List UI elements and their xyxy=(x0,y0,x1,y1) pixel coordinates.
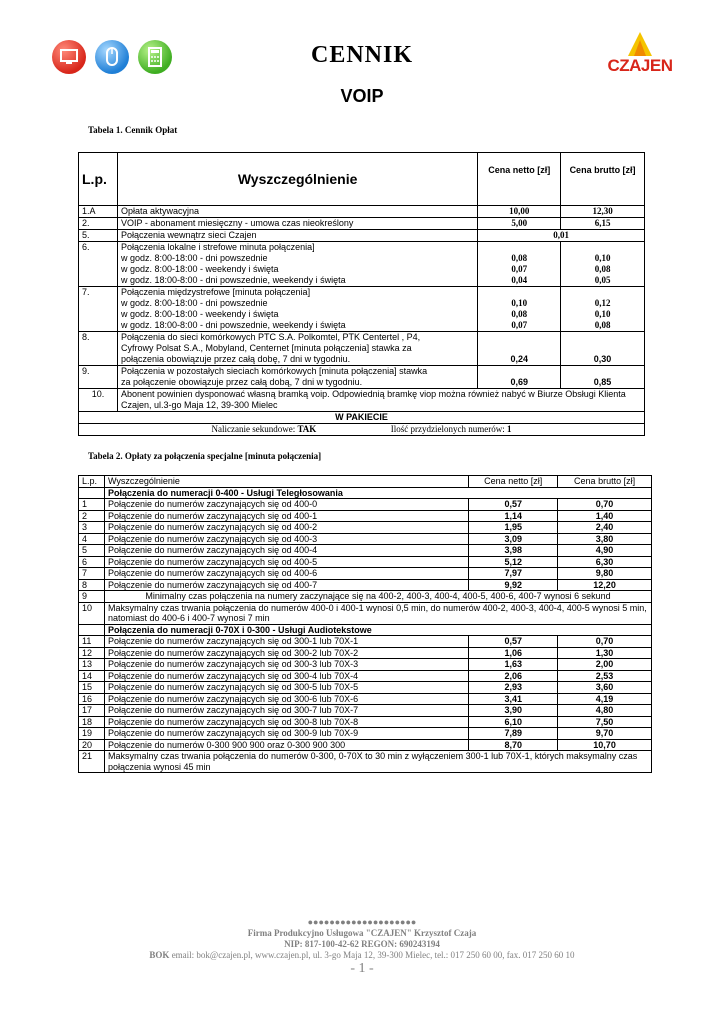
row-price-netto: 1,14 xyxy=(469,510,558,522)
row-line: Połączenia lokalne i strefowe minuta połączenia] xyxy=(120,242,315,252)
row-price-netto: 7,89 xyxy=(469,728,558,740)
page-footer xyxy=(0,917,724,974)
page-number: - 1 - xyxy=(350,961,374,976)
footer-bok-text: email: bok@czajen.pl, www.czajen.pl, ul. 3-go Maja 12, 39-300 Mielec, tel.: 017 250 60 00, fax. 017 250 60 10 xyxy=(169,950,575,960)
section-empty xyxy=(79,487,105,499)
row-line: za połączenie obowiązuje przez całą dobą, 7 dni w tygodniu. xyxy=(120,377,363,387)
table-row xyxy=(79,716,652,728)
table-row xyxy=(79,670,652,682)
table-row xyxy=(79,636,652,648)
row-price-netto: 9,92 xyxy=(469,579,558,591)
row-description: Połączenie do numerów zaczynających się od 400-3 xyxy=(104,533,468,545)
row-price-brutto xyxy=(561,242,645,287)
row-price-brutto: 9,80 xyxy=(558,568,652,580)
price-value: 0,12 xyxy=(594,298,611,308)
header-brutto: Cena brutto [zł] xyxy=(558,476,652,488)
row-price-netto: 7,97 xyxy=(469,568,558,580)
pakiet-row xyxy=(79,412,645,424)
table2-caption: Tabela 2. Opłaty za połączenia specjalne [minuta połączenia] xyxy=(88,451,322,461)
row-description xyxy=(117,206,477,218)
section-title: Połączenia do numeracji 0-400 - Usługi Teległosowania xyxy=(104,487,651,499)
row-line: Połączenia wewnątrz sieci Czajen xyxy=(120,230,257,240)
price-value: 0,24 xyxy=(510,354,528,364)
row-price-netto: 3,41 xyxy=(469,693,558,705)
table-row xyxy=(79,533,652,545)
price-value: 0,08 xyxy=(511,253,528,263)
row-price-netto: 1,06 xyxy=(469,647,558,659)
table-row xyxy=(79,499,652,511)
company-logo xyxy=(600,30,680,80)
row-line: Cyfrowy Polsat S.A., Mobyland, Centernet [minuta połączenia] stawka za xyxy=(120,343,412,353)
row-line: Opłata aktywacyjna xyxy=(120,206,200,216)
table-row xyxy=(79,705,652,717)
row-description: Połączenie do numerów 0-300 900 900 oraz 0-300 900 300 xyxy=(104,739,468,751)
row-price-netto: 8,70 xyxy=(469,739,558,751)
row-lp: 8 xyxy=(79,579,105,591)
price-value: 6,15 xyxy=(594,218,611,228)
price-value: 0,08 xyxy=(594,320,611,330)
row-price-netto: 1,95 xyxy=(469,522,558,534)
row-line: w godz. 18:00-8:00 - dni powszednie, weekendy i święta xyxy=(120,275,346,285)
price-value: 10,00 xyxy=(509,206,530,216)
row-lp: 9. xyxy=(79,366,118,389)
header-netto: Cena netto [zł] xyxy=(469,476,558,488)
row-lp: 11 xyxy=(79,636,105,648)
row-description xyxy=(117,242,477,287)
row-line: w godz. 18:00-8:00 - dni powszednie, weekendy i święta xyxy=(120,320,346,330)
price-value: 12,30 xyxy=(592,206,613,216)
row-price-brutto: 2,53 xyxy=(558,670,652,682)
row-lp: 18 xyxy=(79,716,105,728)
row-price-brutto: 12,20 xyxy=(558,579,652,591)
row-price-netto xyxy=(478,206,561,218)
row-description: Połączenie do numerów zaczynających się od 400-4 xyxy=(104,545,468,557)
table-row xyxy=(79,218,645,230)
table-row xyxy=(79,579,652,591)
row-description: Połączenie do numerów zaczynających się od 300-9 lub 70X-9 xyxy=(104,728,468,740)
row-price-netto xyxy=(478,242,561,287)
naliczanie-label: Naliczanie sekundowe: xyxy=(211,424,296,434)
row-price-netto: 3,90 xyxy=(469,705,558,717)
table-row xyxy=(79,230,645,242)
price-value: 0,07 xyxy=(511,264,528,274)
table-row xyxy=(79,366,645,389)
row-description: Połączenie do numerów zaczynających się od 400-1 xyxy=(104,510,468,522)
row-description: Połączenie do numerów zaczynających się od 300-5 lub 70X-5 xyxy=(104,682,468,694)
footer-company: Firma Produkcyjno Usługowa "CZAJEN" Krzysztof Czaja xyxy=(247,928,477,938)
row-description: Połączenie do numerów zaczynających się od 300-4 lub 70X-4 xyxy=(104,670,468,682)
price-value: 0,10 xyxy=(594,253,611,263)
row-price-brutto: 0,70 xyxy=(558,499,652,511)
row-description: Połączenie do numerów zaczynających się od 400-0 xyxy=(104,499,468,511)
row-line: połączenia obowiązuje przez całą dobę, 7 dni w tygodniu. xyxy=(120,354,351,364)
row-lp: 1.A xyxy=(79,206,118,218)
row-description: Połączenie do numerów zaczynających się od 400-2 xyxy=(104,522,468,534)
row-description: Połączenie do numerów zaczynających się od 300-6 lub 70X-6 xyxy=(104,693,468,705)
naliczanie-value: TAK xyxy=(297,424,317,434)
row-price-netto: 2,06 xyxy=(469,670,558,682)
table-header-row xyxy=(79,476,652,488)
footer-nip: NIP: 817-100-42-62 REGON: 690243194 xyxy=(284,939,440,949)
row-lp: 15 xyxy=(79,682,105,694)
header-name: Wyszczególnienie xyxy=(104,476,468,488)
row-description xyxy=(117,287,477,332)
page-subtitle: VOIP xyxy=(340,86,384,106)
row-price-merged: 0,01 xyxy=(478,230,645,242)
row-lp: 13 xyxy=(79,659,105,671)
section-title: Połączenia do numeracji 0-70X i 0-300 - Usługi Audiotekstowe xyxy=(104,624,651,636)
row-lp: 9 xyxy=(79,591,105,603)
price-value: 0,04 xyxy=(511,275,528,285)
header-name: Wyszczególnienie xyxy=(117,153,477,206)
row-price-brutto: 9,70 xyxy=(558,728,652,740)
row-price-brutto: 4,90 xyxy=(558,545,652,557)
section-empty xyxy=(79,624,105,636)
section-row xyxy=(79,624,652,636)
row-price-netto xyxy=(478,366,561,389)
price-value: 0,07 xyxy=(511,320,528,330)
pakiet-label: W PAKIECIE xyxy=(79,412,645,424)
row-description xyxy=(117,218,477,230)
row-price-netto xyxy=(478,287,561,332)
header-lp: L.p. xyxy=(79,153,118,206)
row-line: Połączenia międzystrefowe [minuta połączenia] xyxy=(120,287,311,297)
row-price-brutto: 6,30 xyxy=(558,556,652,568)
table-row xyxy=(79,242,645,287)
row-price-brutto: 0,70 xyxy=(558,636,652,648)
row-description xyxy=(117,366,477,389)
table1-caption: Tabela 1. Cennik Opłat xyxy=(88,125,178,135)
logo-text: CZAJEN xyxy=(607,56,673,75)
row-description xyxy=(117,230,477,242)
price-table xyxy=(78,152,645,436)
price-value: 0,05 xyxy=(594,275,611,285)
table-row xyxy=(79,602,652,624)
table-row xyxy=(79,510,652,522)
naliczanie-cell xyxy=(79,424,645,436)
price-value: 0,10 xyxy=(594,309,611,319)
table-row xyxy=(79,556,652,568)
row-price-brutto: 4,80 xyxy=(558,705,652,717)
section-row xyxy=(79,487,652,499)
row-line: w godz. 8:00-18:00 - dni powszednie xyxy=(120,298,268,308)
row-line: VOIP - abonament miesięczny - umowa czas nieokreślony xyxy=(120,218,354,228)
table-row xyxy=(79,647,652,659)
row-price-brutto xyxy=(561,332,645,366)
table-row xyxy=(79,332,645,366)
row-price-netto: 3,98 xyxy=(469,545,558,557)
row-line: Połączenia w pozostałych sieciach komórkowych [minuta połączenia] stawka xyxy=(120,366,428,376)
naliczanie-row xyxy=(79,424,645,436)
table-row xyxy=(79,739,652,751)
row-lp: 10 xyxy=(79,602,105,624)
row-lp: 3 xyxy=(79,522,105,534)
table-row xyxy=(79,568,652,580)
price-value: 0,85 xyxy=(593,377,612,387)
row-price-brutto: 1,40 xyxy=(558,510,652,522)
row-description: Połączenie do numerów zaczynających się od 400-7 xyxy=(104,579,468,591)
row-lp: 21 xyxy=(79,751,105,773)
row-price-netto: 2,93 xyxy=(469,682,558,694)
page-header xyxy=(0,0,724,120)
row-note: Maksymalny czas trwania połączenia do numerów 0-300, 0-70X to 30 min z wyłączeniem 300-1 lub 70X-1, których maksymalny czas połączenia wynosi 45 min xyxy=(104,751,651,773)
numery-value: 1 xyxy=(507,424,512,434)
table-row xyxy=(79,522,652,534)
table-row xyxy=(79,751,652,773)
row-lp: 17 xyxy=(79,705,105,717)
row-lp: 2 xyxy=(79,510,105,522)
row-note: Abonent powinien dysponować własną bramką voip. Odpowiednią bramkę viop można również nabyć w Biurze Obsługi Klienta Czajen, ul.3-go Maja 12, 39-300 Mielec xyxy=(117,389,644,412)
row-price-netto xyxy=(478,332,561,366)
row-line: w godz. 8:00-18:00 - weekendy i święta xyxy=(120,264,279,274)
price-value: 0,08 xyxy=(594,264,611,274)
row-description: Połączenie do numerów zaczynających się od 300-3 lub 70X-3 xyxy=(104,659,468,671)
row-lp: 5. xyxy=(79,230,118,242)
table-row xyxy=(79,545,652,557)
row-lp: 10. xyxy=(79,389,118,412)
row-description: Połączenie do numerów zaczynających się od 300-1 lub 70X-1 xyxy=(104,636,468,648)
row-description: Połączenie do numerów zaczynających się od 300-2 lub 70X-2 xyxy=(104,647,468,659)
table-row xyxy=(79,206,645,218)
footer-bok-label: BOK xyxy=(149,950,170,960)
row-price-brutto: 4,19 xyxy=(558,693,652,705)
table-row xyxy=(79,287,645,332)
row-description: Połączenie do numerów zaczynających się od 300-8 lub 70X-8 xyxy=(104,716,468,728)
row-lp: 4 xyxy=(79,533,105,545)
row-price-brutto: 3,80 xyxy=(558,533,652,545)
row-note: Minimalny czas połączenia na numery zaczynające się na 400-2, 400-3, 400-4, 400-5, 400-6, 400-7 wynosi 6 sekund xyxy=(104,591,651,603)
row-price-netto: 0,57 xyxy=(469,636,558,648)
row-description: Połączenie do numerów zaczynających się od 400-5 xyxy=(104,556,468,568)
table-header-row xyxy=(79,153,645,206)
table-row xyxy=(79,728,652,740)
row-lp: 7. xyxy=(79,287,118,332)
row-lp: 20 xyxy=(79,739,105,751)
row-price-netto: 6,10 xyxy=(469,716,558,728)
row-price-brutto: 2,40 xyxy=(558,522,652,534)
row-price-brutto: 1,30 xyxy=(558,647,652,659)
row-price-brutto: 2,00 xyxy=(558,659,652,671)
price-value: 0,10 xyxy=(511,298,528,308)
row-lp: 8. xyxy=(79,332,118,366)
price-value: 5,00 xyxy=(511,218,528,228)
row-price-brutto: 10,70 xyxy=(558,739,652,751)
row-price-brutto xyxy=(561,366,645,389)
row-price-netto: 0,57 xyxy=(469,499,558,511)
table-row xyxy=(79,682,652,694)
row-price-netto: 5,12 xyxy=(469,556,558,568)
price-value: 0,08 xyxy=(511,309,528,319)
row-line: w godz. 8:00-18:00 - weekendy i święta xyxy=(120,309,279,319)
row-price-netto xyxy=(478,218,561,230)
header-lp: L.p. xyxy=(79,476,105,488)
row-lp: 2. xyxy=(79,218,118,230)
row-price-netto: 1,63 xyxy=(469,659,558,671)
row-lp: 6 xyxy=(79,556,105,568)
row-description: Połączenie do numerów zaczynających się od 300-7 lub 70X-7 xyxy=(104,705,468,717)
row-lp: 19 xyxy=(79,728,105,740)
price-value: 0,69 xyxy=(510,377,528,387)
row-note: Maksymalny czas trwania połączenia do numerów 400-0 i 400-1 wynosi 0,5 min, do numerów 400-2, 400-3, 400-4, 400-5 wynosi 5 min, natomiast do 400-6 i 400-7 wynosi 7 min xyxy=(104,602,651,624)
row-lp: 7 xyxy=(79,568,105,580)
header-brutto: Cena brutto [zł] xyxy=(561,153,645,206)
row-price-brutto xyxy=(561,218,645,230)
row-line: Połączenia do sieci komórkowych PTC S.A. Polkomtel, PTK Centertel , P4, xyxy=(120,332,421,342)
special-calls-table xyxy=(78,475,652,773)
table-row xyxy=(79,591,652,603)
row-price-brutto: 3,60 xyxy=(558,682,652,694)
header-netto: Cena netto [zł] xyxy=(478,153,561,206)
row-price-brutto xyxy=(561,206,645,218)
row-price-netto: 3,09 xyxy=(469,533,558,545)
row-lp: 5 xyxy=(79,545,105,557)
table-row xyxy=(79,389,645,412)
row-line: w godz. 8:00-18:00 - dni powszednie xyxy=(120,253,268,263)
row-lp: 16 xyxy=(79,693,105,705)
table-row xyxy=(79,693,652,705)
table-row xyxy=(79,659,652,671)
row-lp: 14 xyxy=(79,670,105,682)
row-description xyxy=(117,332,477,366)
page-title: CENNIK xyxy=(310,42,413,68)
footer-contact xyxy=(0,950,724,961)
row-lp: 1 xyxy=(79,499,105,511)
footer-dots: ●●●●●●●●●●●●●●●●●●●● xyxy=(307,917,417,927)
row-lp: 6. xyxy=(79,242,118,287)
price-value: 0,30 xyxy=(593,354,612,364)
row-price-brutto: 7,50 xyxy=(558,716,652,728)
row-price-brutto xyxy=(561,287,645,332)
row-description: Połączenie do numerów zaczynających się od 400-6 xyxy=(104,568,468,580)
numery-label: Ilość przydzielonych numerów: xyxy=(390,424,505,434)
row-lp: 12 xyxy=(79,647,105,659)
